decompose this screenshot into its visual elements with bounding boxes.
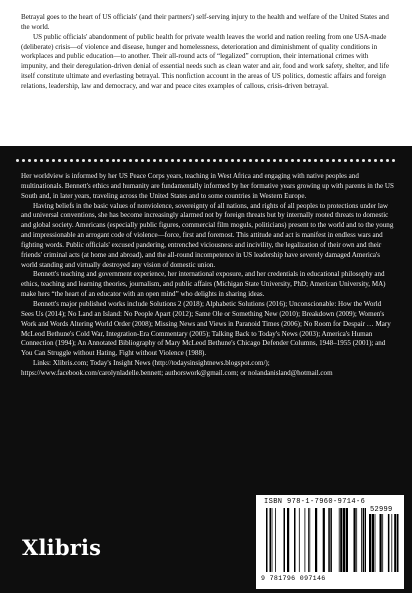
barcode-bar <box>391 514 392 572</box>
divider-dot <box>64 159 67 162</box>
divider-dot <box>392 159 395 162</box>
book-description <box>21 13 394 92</box>
barcode-bar <box>365 508 366 572</box>
barcode-bar <box>272 508 273 572</box>
isbn-barcode <box>256 495 404 589</box>
divider-dot <box>225 159 228 162</box>
divider-dot <box>356 159 359 162</box>
divider-dot <box>117 159 120 162</box>
barcode-bar <box>382 514 383 572</box>
barcode-bar <box>275 508 276 572</box>
divider-dot <box>52 159 55 162</box>
divider-dot <box>28 159 31 162</box>
divider-dot <box>112 159 115 162</box>
barcode-bar <box>294 508 296 572</box>
barcode-bar <box>323 508 325 572</box>
barcode-bar <box>394 514 396 572</box>
divider-dot <box>320 159 323 162</box>
barcode-bar <box>328 508 330 572</box>
divider-dot <box>94 159 97 162</box>
divider-dot <box>255 159 258 162</box>
barcode-bar <box>354 508 356 572</box>
description-panel <box>0 0 412 146</box>
divider-dot <box>129 159 132 162</box>
author-bio <box>21 172 394 379</box>
divider-dot <box>88 159 91 162</box>
divider-dot <box>165 159 168 162</box>
barcode-bar <box>305 508 306 572</box>
divider-dot <box>362 159 365 162</box>
barcode-bar <box>308 508 309 572</box>
barcode-bar <box>372 514 374 572</box>
barcode-bar <box>340 508 342 572</box>
bio-paragraph: Links: Xlibris.com; Today's Insight News (http://todaysinsightnews.blogspot.com/); https://www.facebook.com/carolynladelle.bennett; authorswork@gmail.com; or nolandanisland@hotmail.com <box>21 359 333 377</box>
divider-dot <box>350 159 353 162</box>
divider-dot <box>171 159 174 162</box>
divider-dot <box>303 159 306 162</box>
divider-dot <box>141 159 144 162</box>
bio-paragraph: Bennett's teaching and government experience, her international exposure, and her credentials in educational philosophy and ethics, teaching and learning theories, journalism, and public affairs (Michigan State University, PhD; American University, MA) make hers “the heart of an educator with an open mind” who delights in sharing ideas. <box>21 270 386 299</box>
barcode-bar <box>339 508 340 572</box>
publisher-logo: Xlibris <box>22 535 102 560</box>
divider-dot <box>123 159 126 162</box>
bio-paragraph: Having beliefs in the basic values of nonviolence, sovereignty of all nations, and rights of all peoples to protections under law and universal conventions, she has become increasingly alarmed not by foreign threats but by internally rooted threats to domestic and global society. Americans (especially public figures, commercial film moguls, politicians) present to the world and to the young and impressionable an arrogant code of violence—force, first and foremost. This attitude and act is manifest in endless wars and fighting words. Public officials' excused pandering, entrenched viciousness and incivility, the legalization of their own and their friends' criminal acts (at home and abroad), and the all-round incompetence in US leadership have severely damaged America's world standing and virtually destroyed any vision of domestic union. <box>21 201 394 269</box>
divider-dot <box>147 159 150 162</box>
divider-dot <box>291 159 294 162</box>
divider-dot <box>249 159 252 162</box>
divider-dot <box>380 159 383 162</box>
divider-dot <box>76 159 79 162</box>
barcode-bar <box>388 514 390 572</box>
divider-dot <box>344 159 347 162</box>
divider-dot <box>386 159 389 162</box>
divider-dot <box>297 159 300 162</box>
barcode-bar <box>361 508 362 572</box>
divider-dot <box>106 159 109 162</box>
barcode-bar <box>363 508 365 572</box>
isbn-label: ISBN 978-1-7960-9714-6 <box>264 498 366 506</box>
barcode-bar <box>343 508 345 572</box>
divider-dot <box>237 159 240 162</box>
price-barcode-bars <box>369 514 399 572</box>
barcode-bar <box>369 514 371 572</box>
divider-dot <box>58 159 61 162</box>
divider-dot <box>34 159 37 162</box>
divider-dot <box>40 159 43 162</box>
ean-digits: 9 781796 097146 <box>261 575 326 582</box>
divider-dot <box>285 159 288 162</box>
divider-dot <box>177 159 180 162</box>
barcode-bars <box>266 508 366 572</box>
divider-dot <box>213 159 216 162</box>
description-paragraph: Betrayal goes to the heart of US officials' (and their partners') self-serving injury to the health and welfare of the United States and the world. <box>21 13 389 31</box>
barcode-bar <box>375 514 376 572</box>
divider-dot <box>332 159 335 162</box>
divider-dot <box>22 159 25 162</box>
barcode-bar <box>284 508 286 572</box>
divider-dot <box>267 159 270 162</box>
divider-dot <box>189 159 192 162</box>
divider-dot <box>326 159 329 162</box>
divider-dot <box>82 159 85 162</box>
divider-dot <box>231 159 234 162</box>
bio-paragraph: Bennett's major published works include Solutions 2 (2018); Alphabetic Solutions (2016); Unconscionable: How the World Sees Us (2014); No Land an Island: No People Apart (2012); Same Ole or Something New (2010); Breakdown (2009); Women's Work and Words Altering World Order (2008); Missing News and Views in Paranoid Times (2006); No Room for Despair … Mary McLeod Bethune's Cold War, Integration-Era Commentary (2005); Talking Back to Today's News (2003); America's Human Connection (1994); An Annotated Bibliography of Mary McLeod Bethune's Chicago Defender Columns, 1948–1955 (2001); and You Can Struggle without Hating, Fight without Violence (1988). <box>21 299 391 358</box>
barcode-bar <box>266 508 268 572</box>
barcode-bar <box>330 508 332 572</box>
bio-paragraph: Her worldview is informed by her US Peace Corps years, teaching in West Africa and engaging with native peoples and multinationals. Bennett's ethics and humanity are fundamentally informed by her formative years growing up with parents in the US South and, in later years, traveling across the United States and to some countries in Western Europe. <box>21 172 394 200</box>
divider-dot <box>219 159 222 162</box>
divider-dot <box>195 159 198 162</box>
barcode-bar <box>299 508 300 572</box>
divider-dot <box>338 159 341 162</box>
divider-dot <box>243 159 246 162</box>
divider-dot <box>201 159 204 162</box>
divider-dot <box>16 159 19 162</box>
barcode-bar <box>309 508 310 572</box>
barcode-bar <box>315 508 317 572</box>
divider-dot <box>159 159 162 162</box>
divider-dot <box>261 159 264 162</box>
barcode-bar <box>287 508 289 572</box>
barcode-bar <box>356 508 357 572</box>
divider-dot <box>279 159 282 162</box>
divider-dot <box>207 159 210 162</box>
divider-dot <box>153 159 156 162</box>
divider-dot <box>135 159 138 162</box>
price-code: 52999 <box>370 506 393 514</box>
divider-dot <box>374 159 377 162</box>
divider-dot <box>70 159 73 162</box>
dotted-divider <box>16 157 396 163</box>
barcode-bar <box>397 514 399 572</box>
barcode-bar <box>270 508 272 572</box>
description-paragraph: US public officials' abandonment of public health for private wealth leaves the world and nation reeling from one USA-made (deliberate) crisis—of violence and disease, hunger and homelessness, deterioration and diminishment of quality conditions in workplaces and public education—to another. Their all-round acts of “legalized” corruption, their international crimes with impunity, and their deregulation-driven denial of essential needs such as clean water and air, food and work safety, shelter, and life itself constitute ultimate and everlasting betrayal. This nonfiction account in the areas of US politics, domestic affairs and foreign relations, leadership, law and democracy, and war and peace cites examples of callous, crisis-driven betrayal. <box>21 32 389 90</box>
barcode-bar <box>380 514 382 572</box>
divider-dot <box>183 159 186 162</box>
barcode-bar <box>346 508 348 572</box>
divider-dot <box>314 159 317 162</box>
divider-dot <box>100 159 103 162</box>
divider-dot <box>46 159 49 162</box>
divider-dot <box>368 159 371 162</box>
divider-dot <box>273 159 276 162</box>
divider-dot <box>308 159 311 162</box>
